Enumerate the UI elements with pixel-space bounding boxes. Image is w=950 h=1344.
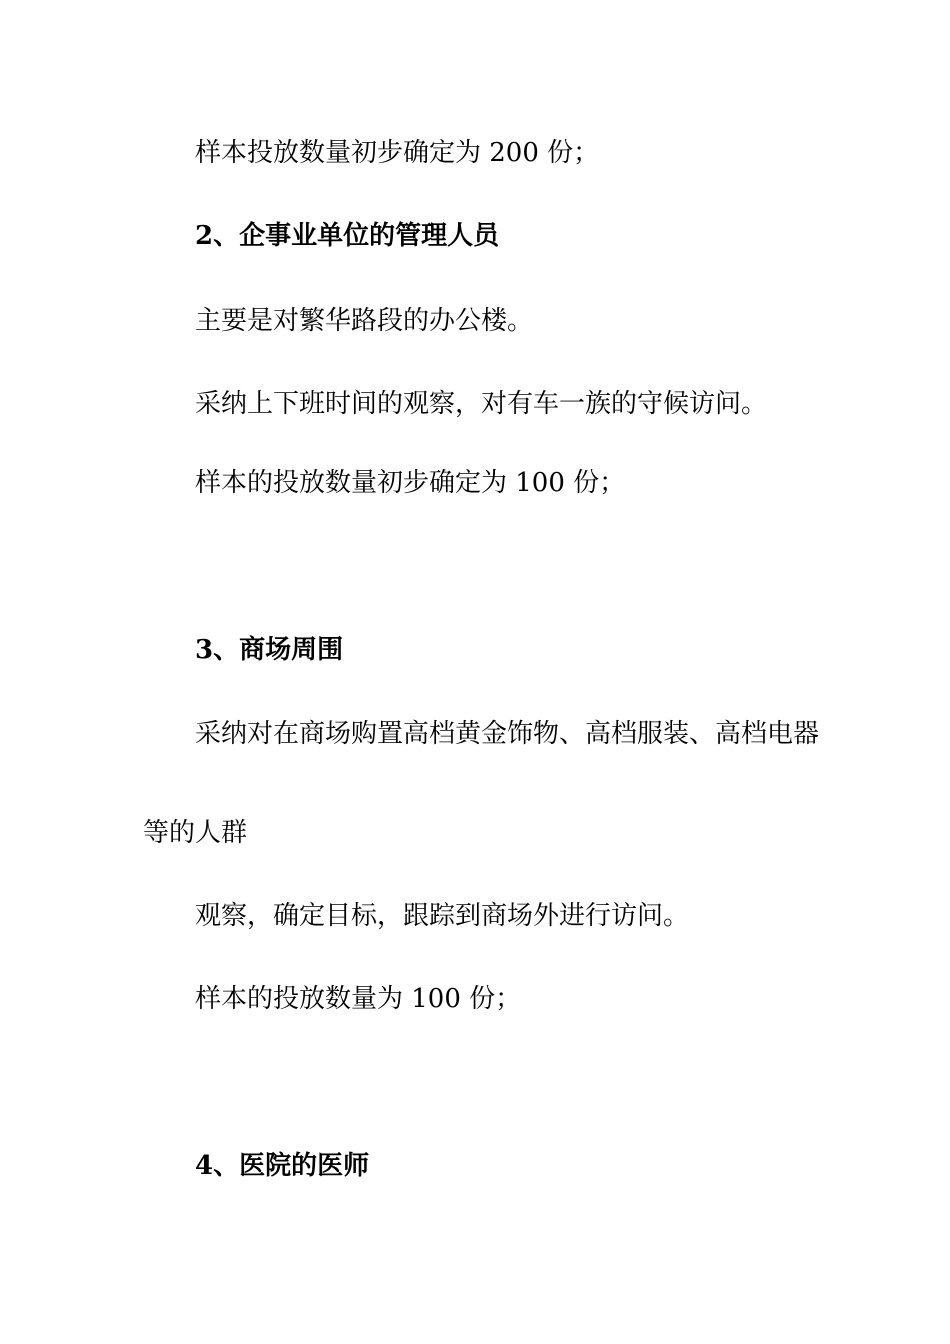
paragraph-sample-200: 样本投放数量初步确定为 200 份； <box>195 138 600 168</box>
paragraph-office-buildings: 主要是对繁华路段的办公楼。 <box>195 306 534 336</box>
paragraph-commute-observation: 采纳上下班时间的观察，对有车一族的守候访问。 <box>195 389 768 419</box>
heading-section-2: 2、企事业单位的管理人员 <box>195 221 500 251</box>
paragraph-sample-100-a: 样本的投放数量初步确定为 100 份； <box>195 468 626 498</box>
heading-section-4: 4、医院的医师 <box>195 1151 370 1181</box>
paragraph-mall-shoppers-cont: 等的人群 <box>143 818 248 848</box>
paragraph-follow-interview: 观察，确定目标，跟踪到商场外进行访问。 <box>195 901 690 931</box>
paragraph-sample-100-b: 样本的投放数量为 100 份； <box>195 984 522 1014</box>
heading-section-3: 3、商场周围 <box>195 635 344 665</box>
paragraph-mall-shoppers: 采纳对在商场购置高档黄金饰物、高档服装、高档电器 <box>195 719 820 749</box>
